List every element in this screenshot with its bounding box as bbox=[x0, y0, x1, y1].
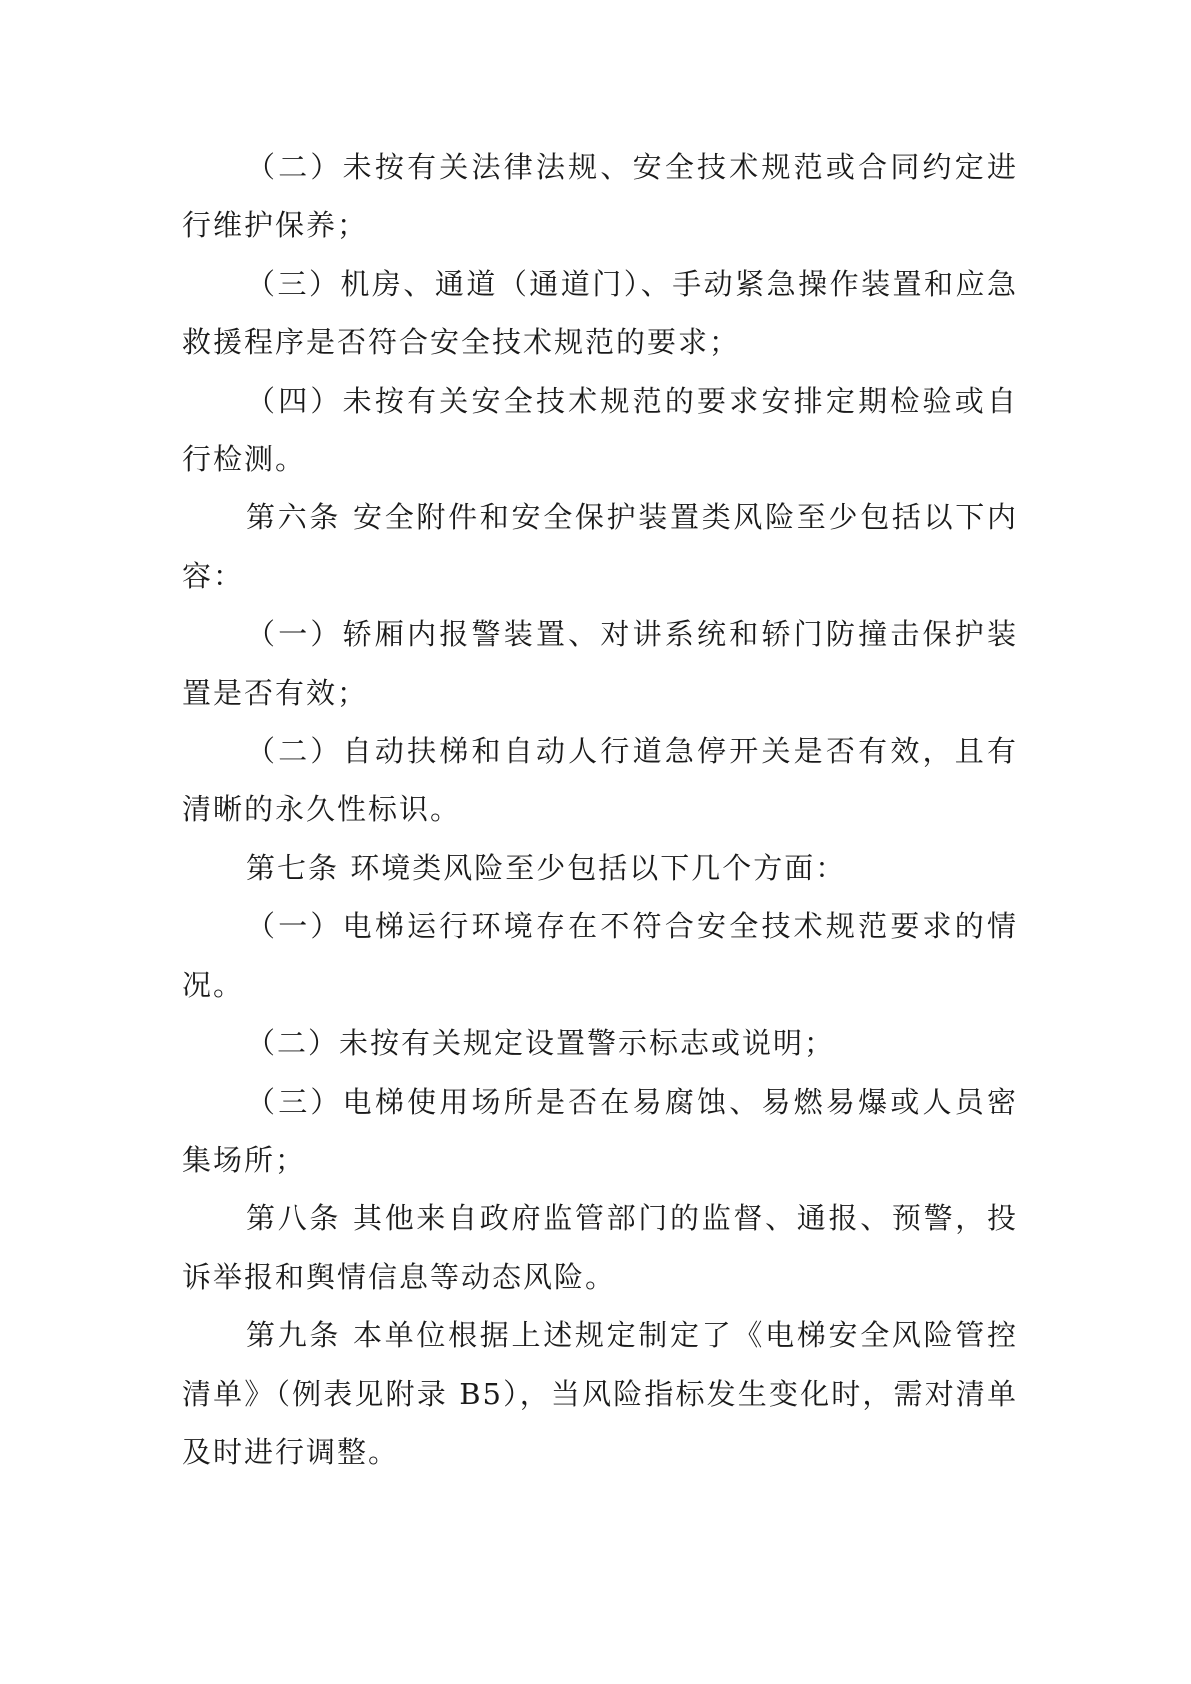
document-page bbox=[182, 138, 1018, 1481]
paragraph-location: （三）电梯使用场所是否在易腐蚀、易燃易爆或人员密集场所； bbox=[182, 1084, 1018, 1177]
article-6-heading: 第六条 安全附件和安全保护装置类风险至少包括以下内容： bbox=[182, 500, 1018, 593]
paragraph-car-alarm: （一）轿厢内报警装置、对讲系统和轿门防撞击保护装置是否有效； bbox=[182, 617, 1018, 710]
paragraph-maintenance: （二）未按有关法律法规、安全技术规范或合同约定进行维护保养； bbox=[182, 150, 1018, 243]
paragraph-environment: （一）电梯运行环境存在不符合安全技术规范要求的情况。 bbox=[182, 909, 1018, 1002]
article-9-paragraph: 第九条 本单位根据上述规定制定了《电梯安全风险管控清单》（例表见附录 B5），当风险指标发生变化时，需对清单及时进行调整。 bbox=[182, 1318, 1018, 1469]
article-8-paragraph: 第八条 其他来自政府监管部门的监督、通报、预警，投诉举报和舆情信息等动态风险。 bbox=[182, 1201, 1018, 1294]
article-7-heading: 第七条 环境类风险至少包括以下几个方面： bbox=[246, 850, 847, 885]
paragraph-inspection: （四）未按有关安全技术规范的要求安排定期检验或自行检测。 bbox=[182, 383, 1018, 477]
paragraph-escalator-stop: （二）自动扶梯和自动人行道急停开关是否有效，且有清晰的永久性标识。 bbox=[182, 734, 1018, 827]
paragraph-machine-room: （三）机房、通道（通道门）、手动紧急操作装置和应急救援程序是否符合安全技术规范的要求； bbox=[182, 266, 1018, 360]
paragraph-warning-signs: （二）未按有关规定设置警示标志或说明； bbox=[246, 1026, 836, 1061]
